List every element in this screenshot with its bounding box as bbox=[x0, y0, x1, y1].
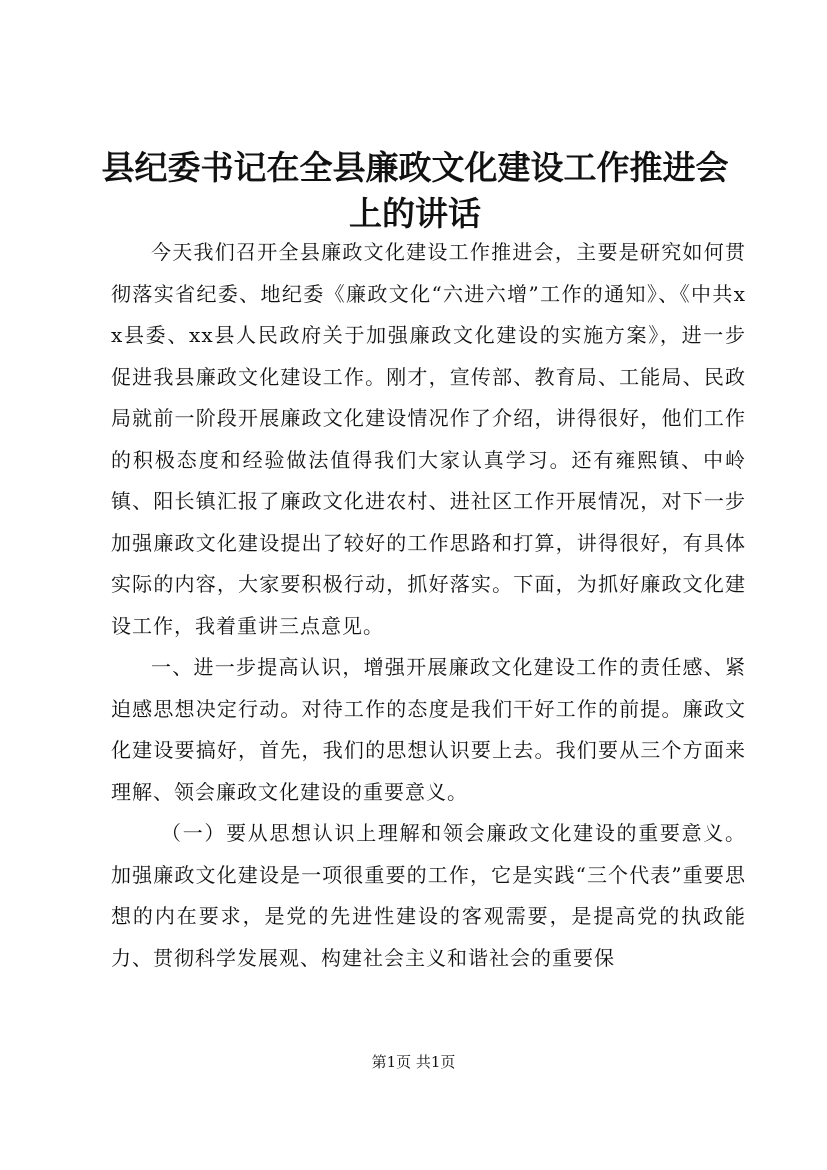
paragraph-section-one: 一、进一步提高认识，增强开展廉政文化建设工作的责任感、紧迫感思想决定行动。对待工作的态度是我们干好工作的前提。廉政文化建设要搞好，首先，我们的思想认识要上去。我们要从三个方面来理解、领会廉政文化建设的重要意义。 bbox=[111, 655, 746, 804]
document-title: 县纪委书记在全县廉政文化建设工作推进会上的讲话 bbox=[101, 148, 729, 233]
page-footer: 第1页 共1页 bbox=[371, 1053, 456, 1071]
paragraph-subsection-one: （一）要从思想认识上理解和领会廉政文化建设的重要意义。加强廉政文化建设是一项很重要的工作，它是实践“三个代表”重要思想的内在要求，是党的先进性建设的客观需要，是提高党的执政能力、贯彻科学发展观、构建社会主义和谐社会的重要保 bbox=[111, 821, 746, 970]
paragraph-intro: 今天我们召开全县廉政文化建设工作推进会，主要是研究如何贯彻落实省纪委、地纪委《廉政文化“六进六增”工作的通知》、《中共xx县委、xx县人民政府关于加强廉政文化建设的实施方案》，进一步促进我县廉政文化建设工作。刚才，宣传部、教育局、工能局、民政局就前一阶段开展廉政文化建设情况作了介绍，讲得很好，他们工作的积极态度和经验做法值得我们大家认真学习。还有雍熙镇、中岭镇、阳长镇汇报了廉政文化进农村、进社区工作开展情况，对下一步加强廉政文化建设提出了较好的工作思路和打算，讲得很好，有具体实际的内容，大家要积极行动，抓好落实。下面，为抓好廉政文化建设工作，我着重讲三点意见。 bbox=[111, 240, 746, 638]
document-body bbox=[111, 232, 746, 979]
